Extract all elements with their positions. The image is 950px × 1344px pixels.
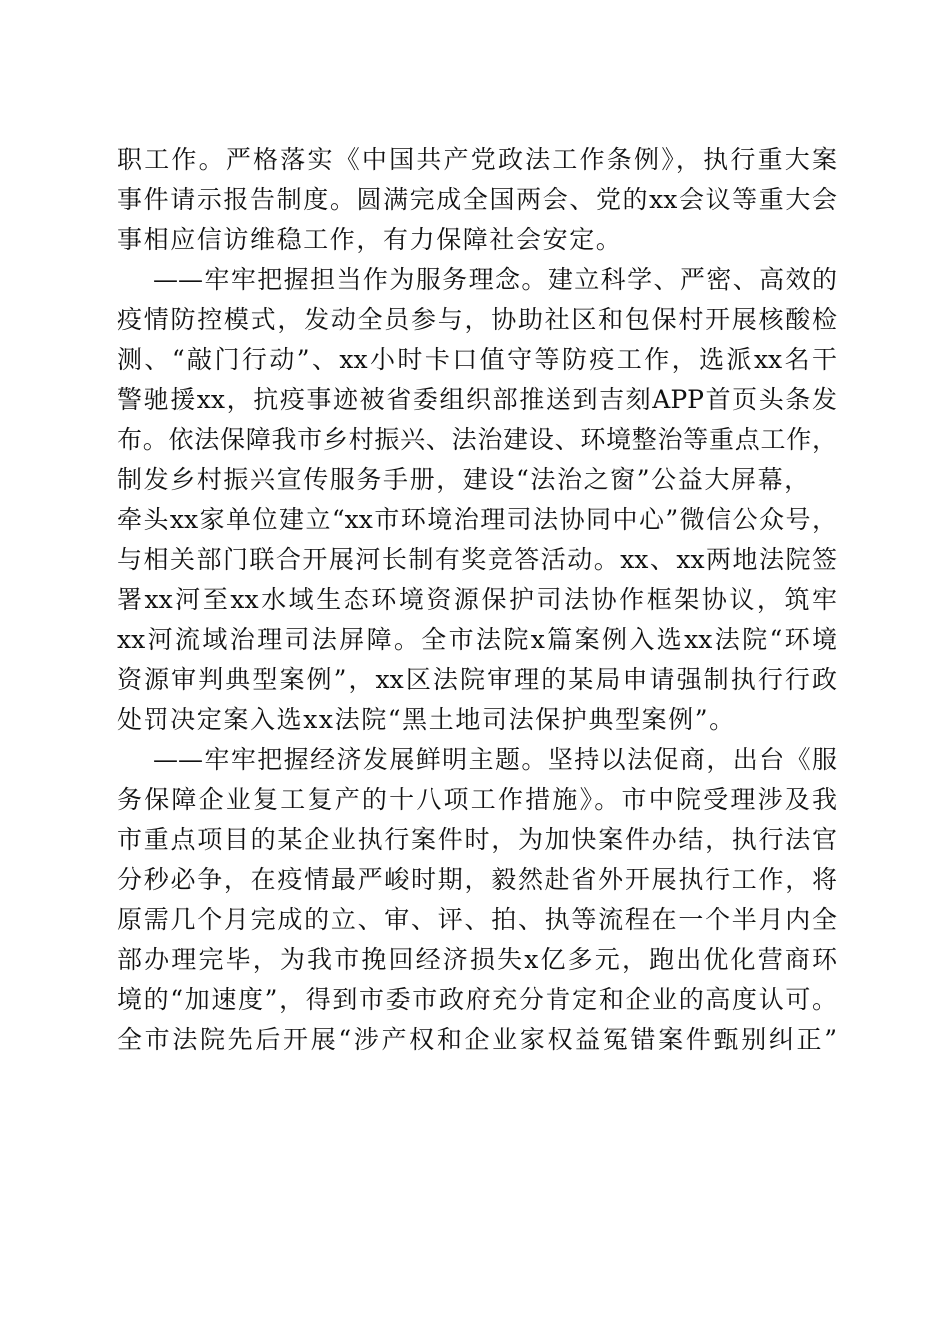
text-line: 牵头xx家单位建立“xx市环境治理司法协同中心”微信公众号， <box>117 505 837 534</box>
text-line: 署xx河至xx水域生态环境资源保护司法协作框架协议，筑牢 <box>117 585 837 614</box>
text-line: 境的“加速度”，得到市委市政府充分肯定和企业的高度认可。 <box>117 985 837 1014</box>
text-line: 事相应信访维稳工作，有力保障社会安定。 <box>117 225 623 254</box>
text-line: 与相关部门联合开展河长制有奖竞答活动。xx、xx两地法院签 <box>117 545 837 574</box>
text-line: 原需几个月完成的立、审、评、拍、执等流程在一个半月内全 <box>117 905 837 934</box>
text-line: 制发乡村振兴宣传服务手册，建设“法治之窗”公益大屏幕， <box>117 465 811 494</box>
text-line: 处罚决定案入选xx法院“黑土地司法保护典型案例”。 <box>117 705 736 734</box>
text-line: 市重点项目的某企业执行案件时，为加快案件办结，执行法官 <box>117 825 837 854</box>
text-line: 疫情防控模式，发动全员参与，协助社区和包保村开展核酸检 <box>117 305 837 334</box>
text-line: 务保障企业复工复产的十八项工作措施》。市中院受理涉及我 <box>117 785 837 814</box>
text-line: 警驰援xx，抗疫事迹被省委组织部推送到吉刻APP首页头条发 <box>117 385 837 414</box>
text-line: 部办理完毕，为我市挽回经济损失x亿多元，跑出优化营商环 <box>117 945 837 974</box>
body-text <box>117 140 837 1060</box>
text-line: ——牢牢把握经济发展鲜明主题。坚持以法促商，出台《服 <box>153 745 837 774</box>
text-line: 测、“敲门行动”、xx小时卡口值守等防疫工作，选派xx名干 <box>117 345 837 374</box>
text-line: 事件请示报告制度。圆满完成全国两会、党的xx会议等重大会 <box>117 185 837 214</box>
text-line: ——牢牢把握担当作为服务理念。建立科学、严密、高效的 <box>153 265 837 294</box>
text-line: 职工作。严格落实《中国共产党政法工作条例》，执行重大案 <box>117 145 837 174</box>
text-line: 分秒必争，在疫情最严峻时期，毅然赴省外开展执行工作，将 <box>117 865 837 894</box>
text-line: 资源审判典型案例”，xx区法院审理的某局申请强制执行行政 <box>117 665 837 694</box>
text-line: 布。依法保障我市乡村振兴、法治建设、环境整治等重点工作， <box>117 425 837 454</box>
text-line: 全市法院先后开展“涉产权和企业家权益冤错案件甄别纠正” <box>117 1025 837 1054</box>
text-line: xx河流域治理司法屏障。全市法院x篇案例入选xx法院“环境 <box>117 625 837 654</box>
